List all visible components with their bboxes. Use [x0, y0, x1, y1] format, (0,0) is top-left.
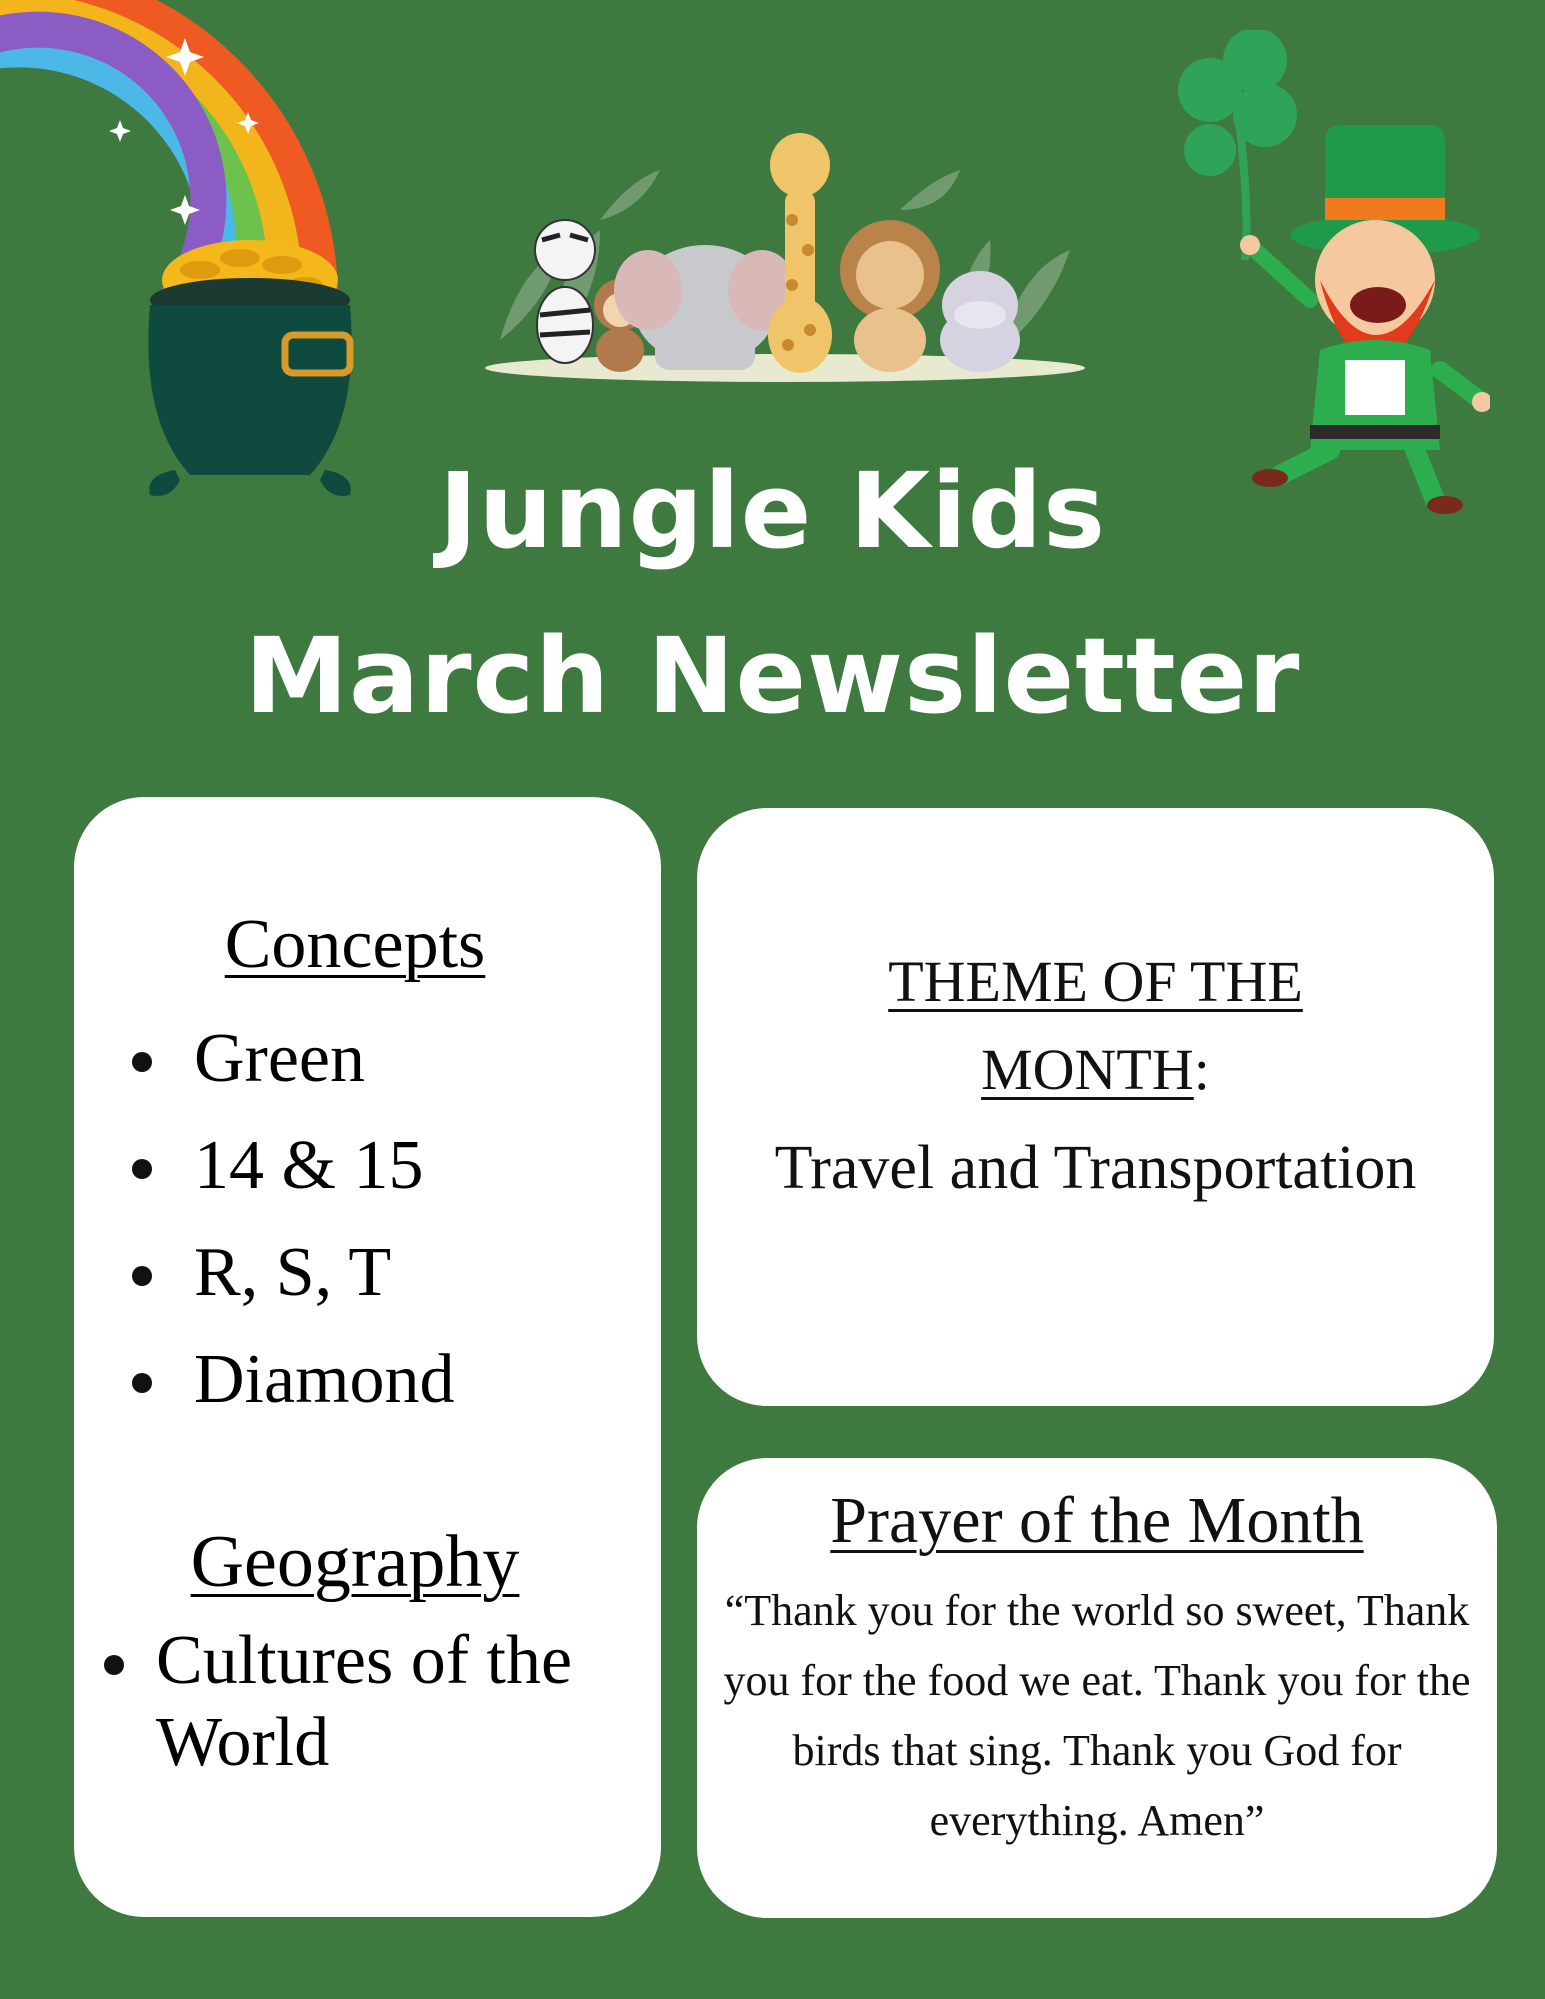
list-item: R, S, T	[194, 1219, 455, 1326]
theme-heading-line2-wrap	[697, 1036, 1494, 1103]
prayer-of-the-month-card	[697, 1458, 1497, 1918]
prayer-text: “Thank you for the world so sweet, Thank you for the food we eat. Thank you for the birds that sing. Thank you God for everything. Amen”	[723, 1586, 1471, 1845]
rainbow-pot-of-gold-icon	[0, 0, 360, 520]
theme-heading-line2: MONTH	[981, 1037, 1194, 1102]
theme-heading-colon: :	[1193, 1037, 1210, 1102]
prayer-heading: Prayer of the Month	[830, 1484, 1364, 1557]
list-item: 14 & 15	[194, 1112, 455, 1219]
concepts-heading: Concepts	[224, 906, 486, 983]
newsletter-title-line1: Jungle Kids	[438, 450, 1107, 572]
geography-list	[156, 1620, 596, 1784]
geography-heading: Geography	[190, 1521, 520, 1603]
theme-heading-line1: THEME OF THE	[888, 949, 1303, 1014]
leprechaun-with-shamrock-icon	[1150, 30, 1490, 520]
concepts-list	[194, 1005, 455, 1433]
newsletter-title-line2: March Newsletter	[244, 615, 1301, 737]
theme-value: Travel and Transportation	[774, 1134, 1417, 1202]
theme-of-the-month-card	[697, 808, 1494, 1406]
list-item: Cultures of the World	[156, 1620, 596, 1784]
list-item: Green	[194, 1005, 455, 1112]
list-item: Diamond	[194, 1326, 455, 1433]
jungle-animals-illustration	[480, 100, 1090, 390]
